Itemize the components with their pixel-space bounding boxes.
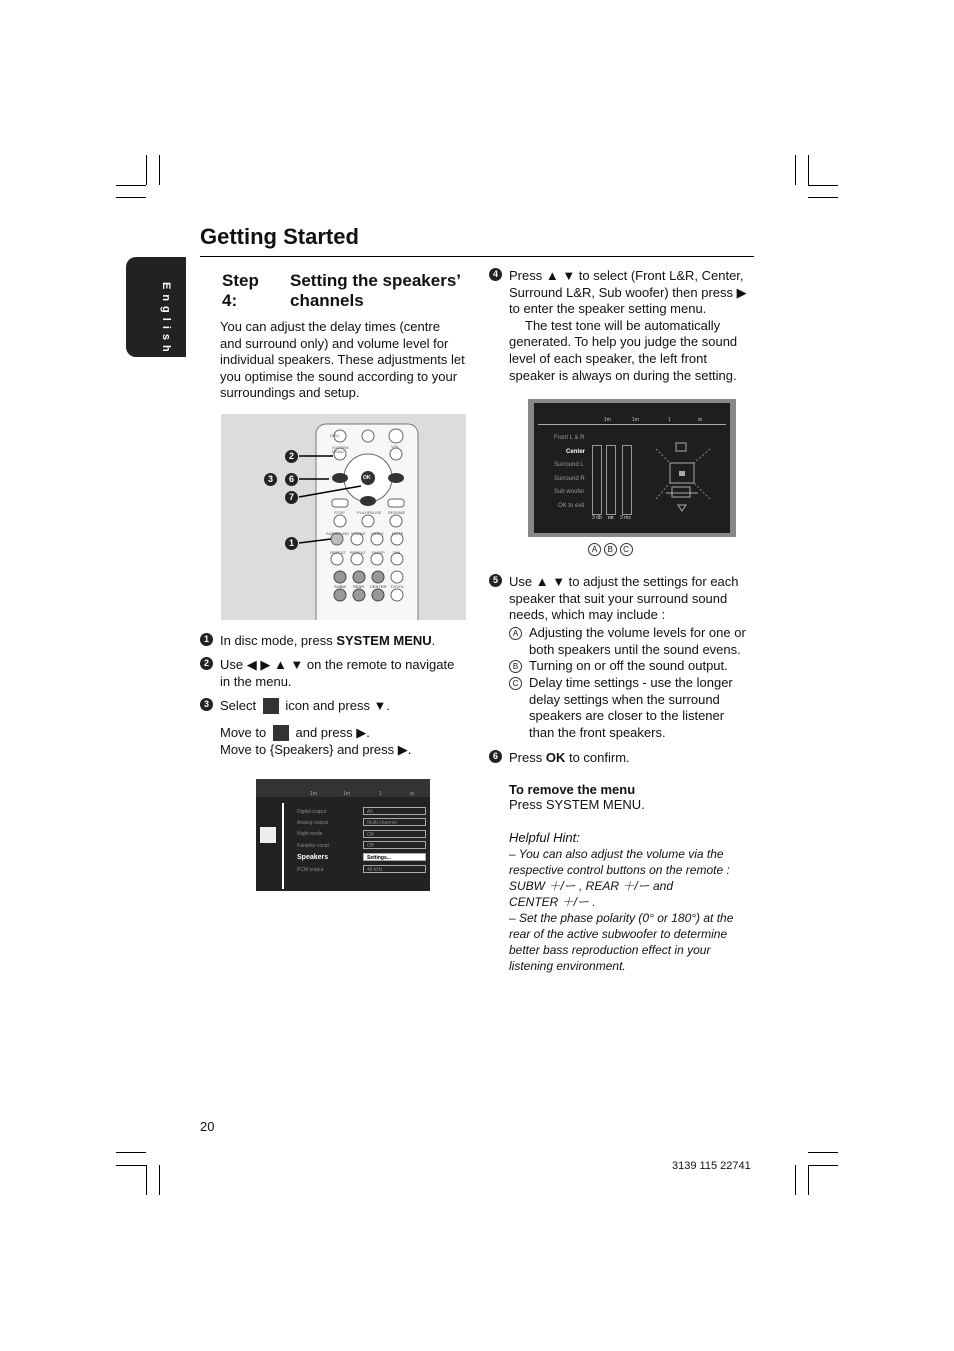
hint-line: CENTER ＋/ー . — [509, 895, 596, 909]
osd-item-label: PCM output — [297, 867, 324, 873]
remote-label-surround: SURROUND — [326, 531, 350, 536]
option-c-mark: C — [509, 677, 522, 690]
step-2-line: Use ◀ ▶ ▲ ▼ on the remote to navigate — [220, 657, 455, 672]
osd2-delay-bar — [622, 445, 632, 515]
marker-a: A — [588, 543, 601, 556]
step-title-line2: channels — [290, 291, 364, 310]
remove-menu-body: Press SYSTEM MENU. — [509, 797, 645, 812]
step-number-3: 3 — [200, 698, 213, 711]
step-4-sub-line: level of each speaker, the left front — [509, 350, 708, 366]
step-5-line: speaker that suit your surround sound — [509, 590, 728, 606]
hint-line: respective control buttons on the remote : — [509, 863, 730, 877]
option-c-line: speakers are closer to the listener — [529, 708, 725, 724]
osd-speaker-tab-icon — [260, 827, 276, 843]
step-4-text — [509, 268, 759, 384]
step-3-text — [220, 698, 390, 715]
option-a-line: Adjusting the volume levels for one or — [529, 625, 746, 640]
step-number-6: 6 — [489, 750, 502, 763]
hint-line: rear of the active subwoofer to determine — [509, 927, 728, 941]
step-5-line: needs, which may include : — [509, 607, 666, 623]
setup-tools-icon — [263, 698, 279, 714]
remote-label-rear: REAR — [353, 584, 365, 589]
speaker-icon — [273, 725, 289, 741]
step-4-sub-line: generated. To help you judge the sound — [509, 334, 738, 350]
step-6-text — [509, 750, 630, 767]
remote-illustration — [221, 414, 466, 620]
remote-label-dim: DIM — [393, 550, 401, 555]
step-5-line: Use ▲ ▼ to adjust the settings for each — [509, 574, 739, 589]
option-c-line: Delay time settings - use the longer — [529, 675, 733, 690]
step-1-text — [220, 633, 435, 650]
osd2-item: OK to exit — [558, 503, 585, 509]
remote-ok-label: OK — [363, 475, 371, 481]
hint-line: listening environment. — [509, 959, 626, 973]
option-a-mark: A — [509, 627, 522, 640]
remote-label-sleep: SLEEP — [372, 550, 385, 555]
osd2-abc-labels — [588, 543, 633, 556]
osd2-item: Surround L — [554, 462, 584, 468]
hint-line: better bass reproduction effect in your — [509, 943, 711, 957]
marker-b: B — [604, 543, 617, 556]
remote-label-resume: RESUME — [388, 510, 406, 515]
option-b-line: Turning on or off the sound output. — [529, 658, 728, 673]
osd-item-value: Multi-channel — [363, 818, 426, 826]
osd-item-value: Off — [363, 841, 426, 849]
step-number-2: 2 — [200, 657, 213, 670]
remote-label-subw: SUBW — [334, 584, 346, 589]
step-number-1: 1 — [200, 633, 213, 646]
osd-item-value: 48 kHz — [363, 865, 426, 873]
step-2-line: in the menu. — [220, 673, 292, 689]
option-c — [509, 675, 759, 741]
marker-c: C — [620, 543, 633, 556]
step-title-line1: Setting the speakers’ — [290, 271, 462, 290]
osd2-level-bar — [592, 445, 602, 515]
osd-item-value: Off — [363, 830, 426, 838]
remote-label-disc: DISC — [330, 433, 340, 438]
step-1-pre: In disc mode, press — [220, 633, 337, 648]
remote-label-repeat2: REPEAT — [350, 550, 366, 555]
osd-top-item: 1 — [379, 791, 382, 797]
osd2-topline — [538, 424, 726, 425]
osd2-top-item: 1m — [604, 417, 611, 423]
osd2-bottom-value: 3 db — [592, 515, 602, 521]
callout-1: 1 — [285, 537, 298, 550]
intro-line: surroundings and setup. — [220, 385, 360, 401]
osd-item-label: Karaoke vocal — [297, 843, 329, 849]
step-2-text — [220, 657, 454, 690]
intro-line: you optimise the sound according to your — [220, 368, 458, 384]
intro-line: individual speakers. These adjustments let — [220, 352, 465, 368]
move-line-2: Move to {Speakers} and press ▶. — [220, 742, 412, 757]
callout-2: 2 — [285, 450, 298, 463]
step-6-bold: OK — [545, 750, 566, 765]
remote-label-play: PLAY/PAUSE — [357, 510, 382, 515]
option-a — [509, 625, 759, 658]
osd-divider — [282, 803, 284, 889]
move-line-1 — [220, 725, 370, 742]
osd-item-label: Digital output — [297, 809, 327, 815]
osd-speaker-screen — [534, 403, 730, 533]
callout-7: 7 — [285, 491, 298, 504]
intro-line: You can adjust the delay times (centre — [220, 319, 440, 334]
remote-label-mute: MUTE — [392, 531, 404, 536]
osd-item-value-selected: Settings... — [363, 853, 426, 861]
option-b-mark: B — [509, 660, 522, 673]
osd-top-item: 1m — [310, 791, 317, 797]
callout-6: 6 — [285, 473, 298, 486]
step-number-5: 5 — [489, 574, 502, 587]
osd2-bottom-value: on — [608, 515, 614, 521]
remote-label-vol: VOL — [391, 444, 400, 449]
step-number-4: 4 — [489, 268, 502, 281]
osd2-item: Sub woofer — [554, 489, 585, 495]
option-a-line: both speakers until the sound evens. — [529, 641, 741, 657]
osd-item-label-selected: Speakers — [297, 854, 329, 861]
step-1-post: . — [431, 633, 436, 648]
step-5-text — [509, 574, 759, 624]
remote-label-sound: SOUND — [351, 531, 366, 536]
remove-menu-heading: To remove the menu — [509, 782, 636, 797]
intro-line: and surround only) and volume level for — [220, 335, 449, 351]
language-tab-label: English — [160, 282, 172, 357]
osd-top-item: st — [410, 791, 414, 797]
hint-body — [509, 846, 759, 974]
osd2-top-item: st — [698, 417, 702, 423]
step-4-line: Surround L&R, Sub woofer) then press ▶ — [509, 284, 747, 300]
title-rule — [200, 256, 754, 257]
step-4-sub-line: The test tone will be automatically — [525, 317, 721, 333]
remote-label-video: VIDEO — [371, 531, 384, 536]
document-code: 3139 115 22741 — [672, 1160, 751, 1172]
speaker-layout-diagram — [646, 439, 726, 519]
step-3-post: icon and press ▼. — [285, 698, 391, 713]
callout-3: 3 — [264, 473, 277, 486]
remote-label-system: SYSTEM — [332, 445, 349, 450]
page-number: 20 — [200, 1119, 215, 1134]
step-4-sub-line: speaker is always on during the setting. — [509, 367, 737, 383]
intro-paragraph — [220, 319, 470, 402]
step-label: Step 4: — [222, 271, 259, 310]
hint-line: – You can also adjust the volume via the — [509, 847, 724, 861]
step-4-line: Press ▲ ▼ to select (Front L&R, Center, — [509, 268, 744, 283]
move-1-post: and press ▶. — [295, 725, 370, 740]
osd2-item: Surround R — [554, 476, 585, 482]
step-6-post: to confirm. — [565, 750, 630, 765]
osd-top-item: 1m — [343, 791, 350, 797]
remote-label-repeat: REPEAT — [330, 550, 346, 555]
move-1-pre: Move to — [220, 725, 267, 740]
remote-label-menu: MENU — [332, 449, 344, 454]
osd-speaker-setting — [528, 399, 736, 537]
language-tab — [126, 257, 186, 357]
osd-item-label: Analog output — [297, 820, 328, 826]
hint-heading: Helpful Hint: — [509, 830, 580, 845]
osd2-item-selected: Center — [566, 449, 586, 455]
osd2-onoff-bar — [606, 445, 616, 515]
osd2-item: Front L & R — [554, 435, 585, 441]
osd-item-label: Night mode — [297, 831, 323, 837]
remote-label-center: CENTER — [370, 584, 387, 589]
hint-line: – Set the phase polarity (0° or 180°) at the — [509, 911, 734, 925]
step-6-pre: Press — [509, 750, 546, 765]
option-c-line: than the front speakers. — [529, 724, 666, 740]
option-b — [509, 658, 759, 675]
step-4-line: to enter the speaker setting menu. — [509, 301, 707, 317]
hint-line: SUBW ＋/ー , REAR ＋/ー and — [509, 879, 674, 893]
osd-setup-menu — [256, 779, 430, 891]
remote-label-tvvol: TV/VOL — [390, 584, 405, 589]
osd2-top-item: 1 — [668, 417, 671, 423]
step-1-bold: SYSTEM MENU — [336, 633, 432, 648]
osd-item-value: All — [363, 807, 426, 815]
osd2-top-item: 1m — [632, 417, 639, 423]
osd2-bottom-value: 3 ms — [620, 515, 631, 521]
option-c-line: delay settings when the surround — [529, 691, 720, 707]
page-title: Getting Started — [200, 224, 359, 249]
remote-label-stop: STOP — [334, 510, 345, 515]
step-3-pre: Select — [220, 698, 257, 713]
